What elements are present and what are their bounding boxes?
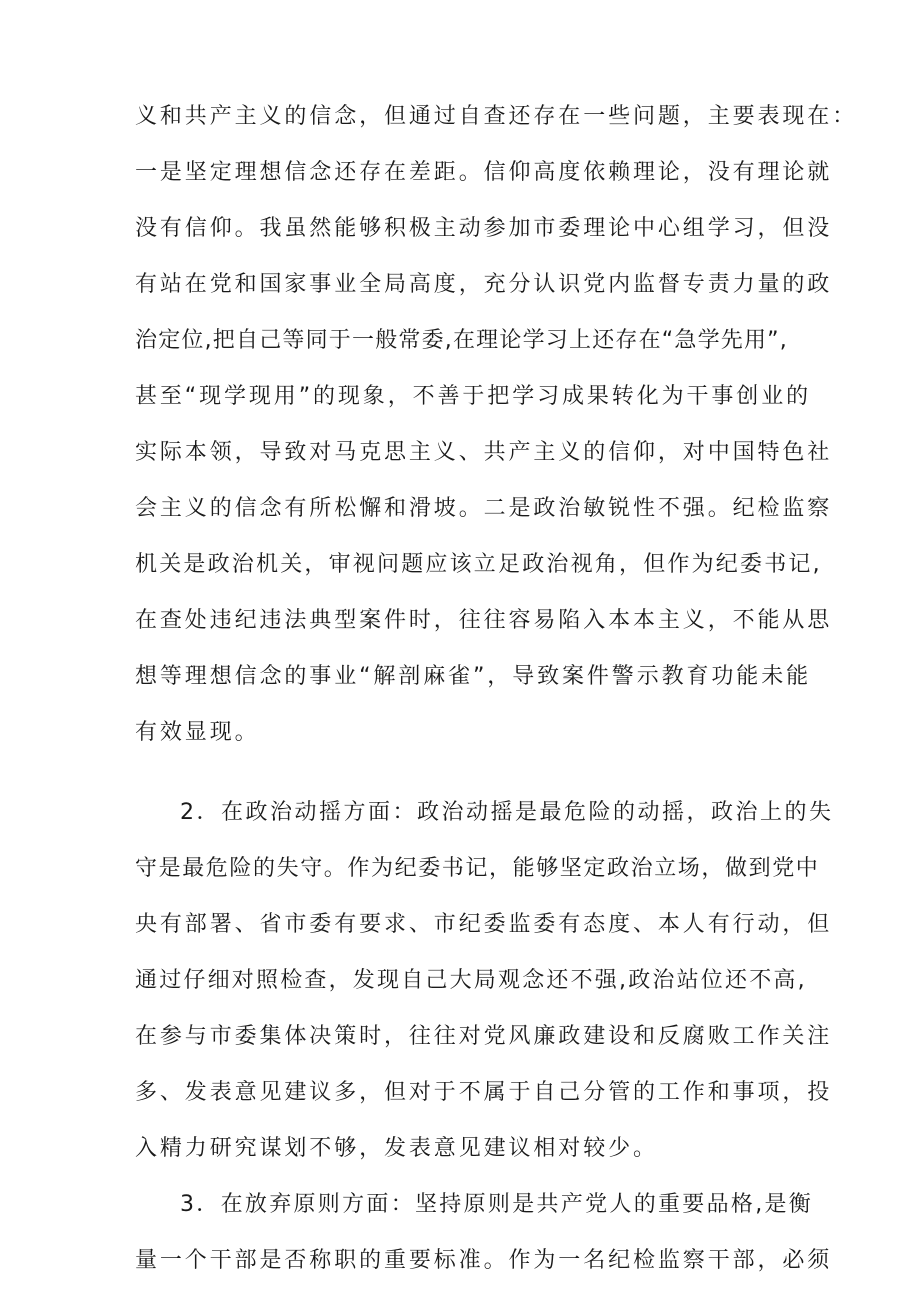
text-line: 量一个干部是否称职的重要标准。作为一名纪检监察干部，必须 [135,1248,833,1273]
text-line: 通过仔细对照检查，发现自己大局观念还不强,政治站位还不高, [135,968,807,993]
text-line: 没有信仰。我虽然能够积极主动参加市委理论中心组学习，但没 [135,216,833,241]
text-line: 多、发表意见建议多，但对于不属于自己分管的工作和事项，投 [135,1080,833,1105]
text-line: 在参与市委集体决策时，往往对党风廉政建设和反腐败工作关注 [135,1024,833,1049]
text-line: 义和共产主义的信念，但通过自查还存在一些问题，主要表现在： [135,104,858,129]
text-line: 甚至“现学现用”的现象，不善于把学习成果转化为干事创业的 [135,384,811,409]
text-line: 守是最危险的失守。作为纪委书记，能够坚定政治立场，做到党中 [135,856,820,881]
text-line: 2．在政治动摇方面：政治动摇是最危险的动摇，政治上的失 [180,800,834,825]
text-line: 一是坚定理想信念还存在差距。信仰高度依赖理论，没有理论就 [135,160,833,185]
text-line: 在查处违纪违法典型案件时，往往容易陷入本本主义，不能从思 [135,608,833,633]
text-line: 3．在放弃原则方面：坚持原则是共产党人的重要品格,是衡 [180,1192,814,1217]
text-line: 治定位,把自己等同于一般常委,在理论学习上还存在“急学先用”, [135,328,788,353]
text-line: 有效显现。 [135,720,260,745]
text-line: 实际本领，导致对马克思主义、共产主义的信仰，对中国特色社 [135,440,833,465]
text-line: 央有部署、省市委有要求、市纪委监委有态度、本人有行动，但 [135,912,833,937]
text-line: 入精力研究谋划不够，发表意见建议相对较少。 [135,1136,658,1161]
text-line: 有站在党和国家事业全局高度，充分认识党内监督专责力量的政 [135,272,833,297]
text-line: 想等理想信念的事业“解剖麻雀”，导致案件警示教育功能未能 [135,664,811,689]
text-line: 机关是政治机关，审视问题应该立足政治视角，但作为纪委书记, [135,552,822,577]
text-line: 会主义的信念有所松懈和滑坡。二是政治敏锐性不强。纪检监察 [135,496,833,521]
